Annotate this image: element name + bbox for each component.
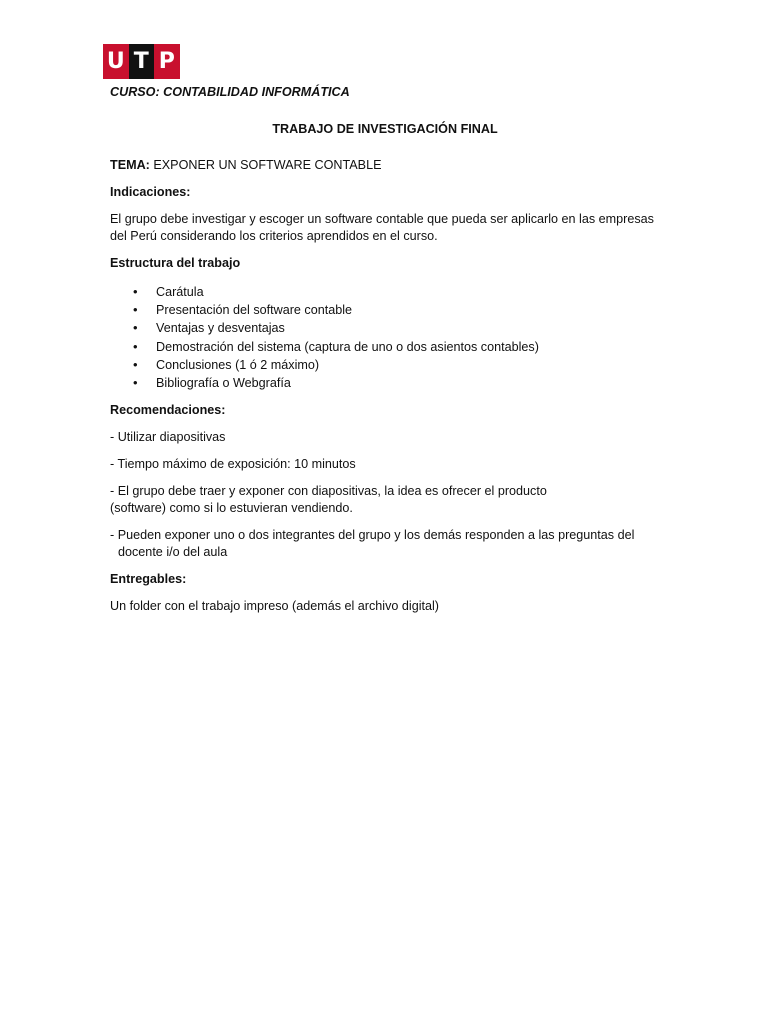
list-item — [110, 338, 670, 356]
logo-letter-u: U — [103, 44, 129, 79]
list-item-text: Conclusiones (1 ó 2 máximo) — [156, 357, 320, 372]
bullet-icon: • — [133, 302, 138, 318]
course-name: CURSO: CONTABILIDAD INFORMÁTICA — [110, 85, 350, 99]
bullet-icon: • — [133, 338, 138, 354]
tema-value: EXPONER UN SOFTWARE CONTABLE — [153, 158, 382, 172]
tema-line — [110, 157, 670, 174]
list-item-text: Demostración del sistema (captura de uno o dos asientos contables) — [156, 339, 539, 354]
entregables-text: Un folder con el trabajo impreso (además el archivo digital) — [110, 599, 439, 614]
entregables-heading: Entregables: — [110, 572, 187, 587]
list-item-text: Ventajas y desventajas — [156, 321, 285, 336]
list-item — [110, 319, 670, 337]
list-item — [110, 374, 670, 392]
bullet-icon: • — [133, 356, 138, 372]
list-item-text: Carátula — [156, 285, 204, 299]
estructura-heading: Estructura del trabajo — [110, 256, 241, 270]
recomendacion-item: - Pueden exponer uno o dos integrantes del grupo y los demás responden a las preguntas del docente i/o del aula — [110, 528, 635, 560]
bullet-icon: • — [133, 374, 138, 390]
list-item — [110, 283, 670, 301]
indicaciones-heading: Indicaciones: — [110, 185, 191, 199]
recomendacion-item: - El grupo debe traer y exponer con diapositivas, la idea es ofrecer el producto (software) como si lo estuvieran vendiendo. — [110, 484, 547, 516]
bullet-icon: • — [133, 284, 138, 299]
list-item — [110, 301, 670, 319]
recomendacion-item: - Tiempo máximo de exposición: 10 minutos — [110, 457, 356, 472]
list-item-text: Presentación del software contable — [156, 303, 353, 318]
recomendacion-item: - Utilizar diapositivas — [110, 430, 226, 445]
utp-logo — [103, 44, 180, 79]
list-item-text: Bibliografía o Webgrafía — [156, 375, 291, 390]
logo-letter-t: T — [129, 44, 155, 79]
document-body — [110, 84, 670, 615]
list-item — [110, 356, 670, 374]
tema-label: TEMA: — [110, 158, 150, 172]
recomendaciones-heading: Recomendaciones: — [110, 403, 226, 418]
estructura-list — [110, 283, 670, 392]
document-title: TRABAJO DE INVESTIGACIÓN FINAL — [272, 122, 498, 136]
indicaciones-text: El grupo debe investigar y escoger un software contable que pueda ser aplicarlo en las empresas del Perú considerando los criterios aprendidos en el curso. — [110, 212, 654, 243]
bullet-icon: • — [133, 320, 138, 336]
logo-letter-p: P — [154, 44, 180, 79]
